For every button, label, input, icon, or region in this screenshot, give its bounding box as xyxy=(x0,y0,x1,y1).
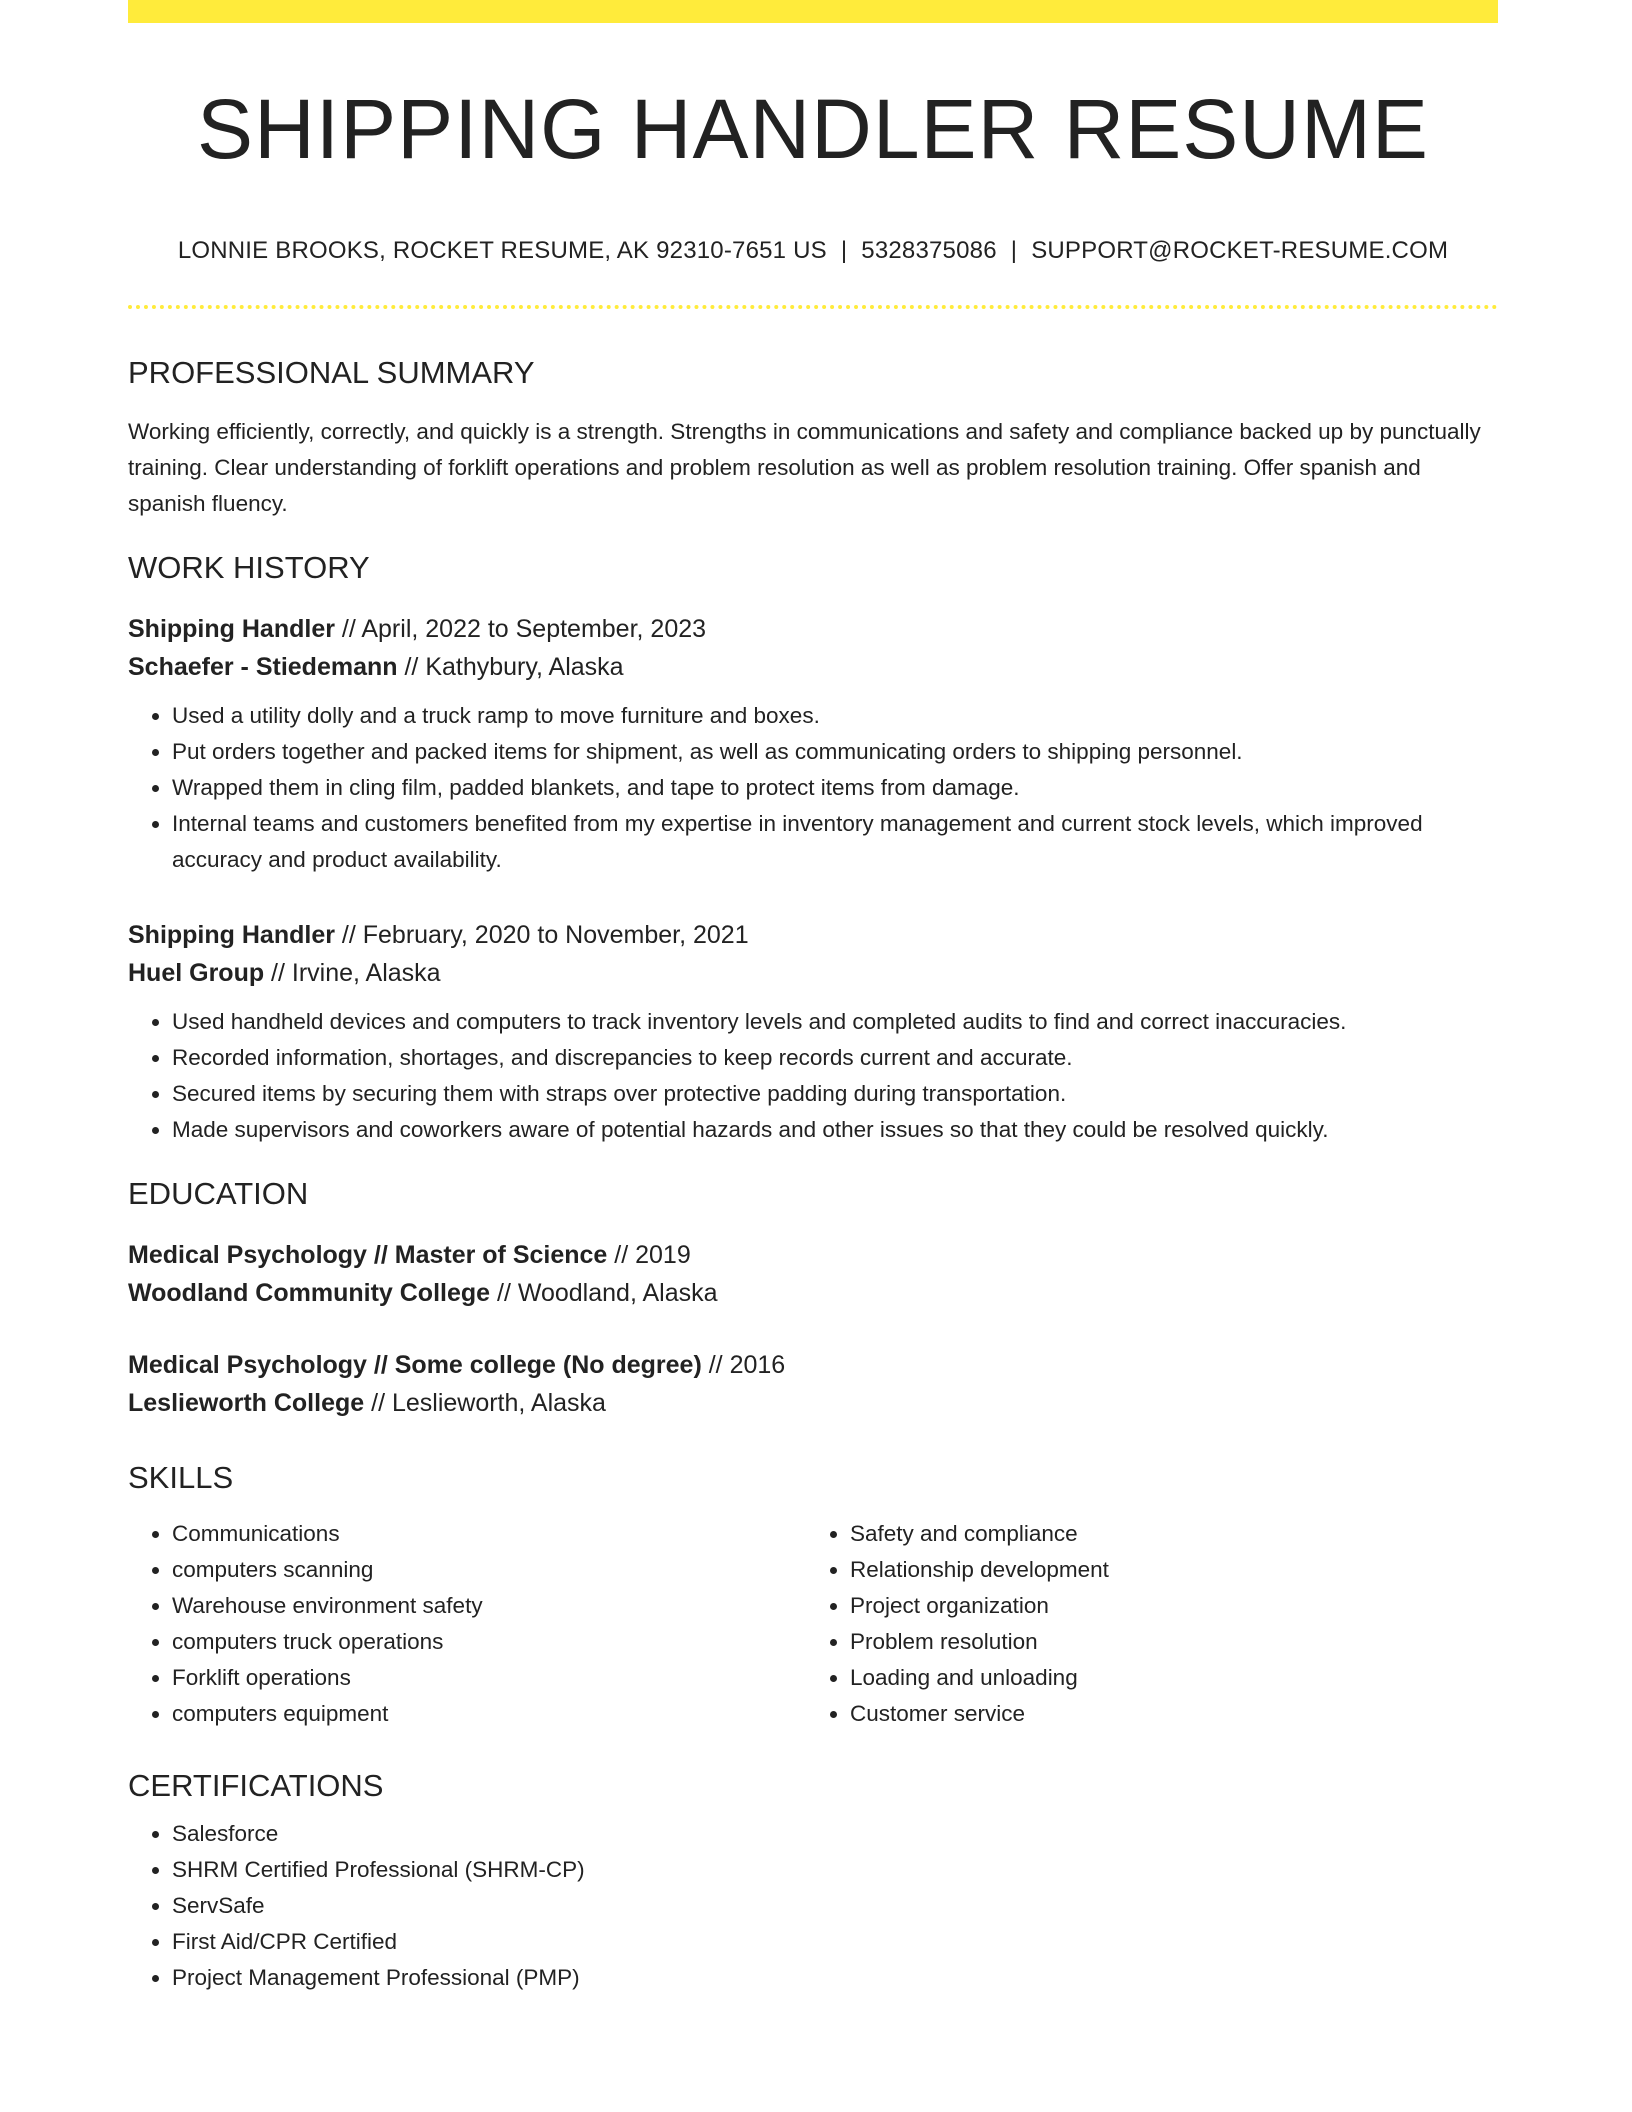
list-item: • computers equipment xyxy=(172,1696,802,1732)
education-location: // Leslieworth, Alaska xyxy=(364,1388,606,1417)
list-item: • Communications xyxy=(172,1516,802,1552)
contact-separator: | xyxy=(840,237,848,265)
skills-grid xyxy=(128,1516,1498,1732)
job-bullets xyxy=(128,698,1498,878)
section-heading-skills: SKILLS xyxy=(128,1459,234,1495)
resume-title: SHIPPING HANDLER RESUME xyxy=(197,82,1429,176)
job-title: Shipping Handler xyxy=(128,920,335,949)
education-degree-line xyxy=(128,1236,1498,1274)
certifications-list xyxy=(128,1816,1498,1996)
skills-column-right xyxy=(802,1516,1480,1732)
resume-page xyxy=(128,0,1498,1996)
job-bullets xyxy=(128,1004,1498,1148)
skills-column-left xyxy=(128,1516,802,1732)
job-title: Shipping Handler xyxy=(128,614,335,643)
job-entry xyxy=(128,610,1498,878)
list-item: • Forklift operations xyxy=(172,1660,802,1696)
section-heading-certifications: CERTIFICATIONS xyxy=(128,1768,384,1804)
list-item: • ServSafe xyxy=(172,1888,1498,1924)
list-item: • computers truck operations xyxy=(172,1624,802,1660)
list-item: • Safety and compliance xyxy=(850,1516,1480,1552)
list-item: • Put orders together and packed items for shipment, as well as communicating orders to shipping personnel. xyxy=(172,734,1498,770)
education-degree-line xyxy=(128,1346,1498,1384)
list-item: • Used a utility dolly and a truck ramp to move furniture and boxes. xyxy=(172,698,1498,734)
section-heading-education: EDUCATION xyxy=(128,1175,309,1211)
list-item: • Recorded information, shortages, and discrepancies to keep records current and accurate. xyxy=(172,1040,1498,1076)
list-item: • Loading and unloading xyxy=(850,1660,1480,1696)
dotted-divider xyxy=(128,305,1498,309)
list-item: • Salesforce xyxy=(172,1816,1498,1852)
education-degree: Medical Psychology // Some college (No degree) xyxy=(128,1350,702,1379)
contact-address: LONNIE BROOKS, ROCKET RESUME, AK 92310-7651 US xyxy=(177,237,827,265)
list-item: • Customer service xyxy=(850,1696,1480,1732)
list-item: • Wrapped them in cling film, padded blankets, and tape to protect items from damage. xyxy=(172,770,1498,806)
list-item: • Relationship development xyxy=(850,1552,1480,1588)
job-title-line xyxy=(128,610,1498,648)
job-dates: // February, 2020 to November, 2021 xyxy=(334,920,749,949)
job-location: // Irvine, Alaska xyxy=(264,958,441,987)
education-entry xyxy=(128,1346,1498,1422)
job-title-line xyxy=(128,916,1498,954)
list-item: • Warehouse environment safety xyxy=(172,1588,802,1624)
education-school: Woodland Community College xyxy=(128,1278,491,1307)
contact-line xyxy=(128,237,1498,265)
list-item: • computers scanning xyxy=(172,1552,802,1588)
job-entry xyxy=(128,916,1498,1148)
job-company-line xyxy=(128,648,1498,686)
education-location: // Woodland, Alaska xyxy=(490,1278,718,1307)
education-school: Leslieworth College xyxy=(128,1388,365,1417)
summary-text: Working efficiently, correctly, and quickly is a strength. Strengths in communications and safety and compliance backed up by punctually training. Clear understanding of forklift operations and problem resolution as well as problem resolution training. Offer spanish and spanish fluency. xyxy=(128,418,1481,516)
education-school-line xyxy=(128,1274,1498,1312)
list-item: • Secured items by securing them with straps over protective padding during transportation. xyxy=(172,1076,1498,1112)
section-heading-summary: PROFESSIONAL SUMMARY xyxy=(128,355,535,391)
job-location: // Kathybury, Alaska xyxy=(397,652,624,681)
education-school-line xyxy=(128,1384,1498,1422)
education-year: // 2016 xyxy=(701,1350,786,1379)
top-accent-bar xyxy=(128,0,1498,23)
list-item: • Made supervisors and coworkers aware of potential hazards and other issues so that they could be resolved quickly. xyxy=(172,1112,1498,1148)
list-item: • Used handheld devices and computers to track inventory levels and completed audits to find and correct inaccuracies. xyxy=(172,1004,1498,1040)
contact-phone: 5328375086 xyxy=(861,237,997,265)
list-item: • First Aid/CPR Certified xyxy=(172,1924,1498,1960)
list-item: • Project Management Professional (PMP) xyxy=(172,1960,1498,1996)
contact-email: SUPPORT@ROCKET-RESUME.COM xyxy=(1031,237,1449,265)
education-year: // 2019 xyxy=(607,1240,691,1269)
contact-separator: | xyxy=(1010,237,1018,265)
education-degree: Medical Psychology // Master of Science xyxy=(128,1240,608,1269)
list-item: • Project organization xyxy=(850,1588,1480,1624)
job-company: Huel Group xyxy=(128,958,265,987)
education-entry xyxy=(128,1236,1498,1312)
job-company: Schaefer - Stiedemann xyxy=(128,652,398,681)
job-company-line xyxy=(128,954,1498,992)
list-item: • Internal teams and customers benefited from my expertise in inventory management and current stock levels, which improved accuracy and product availability. xyxy=(172,806,1498,878)
section-heading-work-history: WORK HISTORY xyxy=(128,549,370,585)
job-dates: // April, 2022 to September, 2023 xyxy=(334,614,707,643)
list-item: • SHRM Certified Professional (SHRM-CP) xyxy=(172,1852,1498,1888)
list-item: • Problem resolution xyxy=(850,1624,1480,1660)
